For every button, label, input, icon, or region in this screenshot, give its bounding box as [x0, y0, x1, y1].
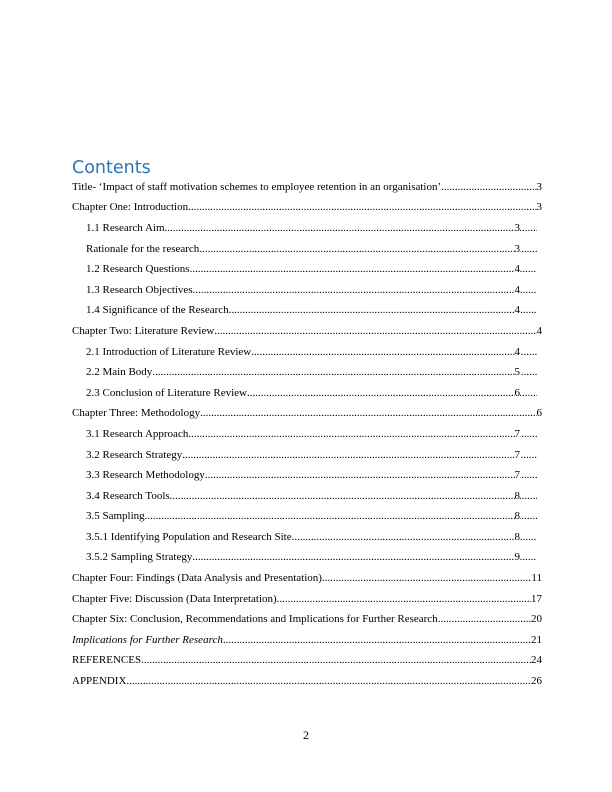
toc-entry-label: 1.3 Research Objectives — [86, 283, 193, 296]
toc-entry[interactable] — [72, 548, 542, 569]
toc-entry-label: 2.2 Main Body — [86, 366, 153, 379]
toc-entry[interactable] — [72, 239, 542, 260]
toc-entry-page-number: 21 — [531, 633, 542, 646]
toc-entry-page-number: 8 — [514, 510, 520, 523]
toc-entry-page-number: 5 — [514, 366, 520, 379]
toc-entry[interactable] — [72, 651, 542, 672]
toc-entry-label: 3.5.2 Sampling Strategy — [86, 551, 193, 564]
toc-dot-leader — [223, 634, 531, 647]
toc-entry[interactable] — [72, 507, 542, 528]
toc-dot-leader — [193, 284, 537, 297]
toc-dot-leader — [141, 654, 531, 667]
toc-entry[interactable] — [72, 630, 542, 651]
toc-heading: Contents — [72, 158, 151, 178]
toc-dot-leader — [441, 181, 536, 194]
toc-dot-leader — [292, 531, 537, 544]
toc-entry[interactable] — [72, 383, 542, 404]
toc-entry-page-number: 8 — [514, 530, 520, 543]
toc-entry[interactable] — [72, 218, 542, 239]
toc-entry-label: 3.4 Research Tools — [86, 489, 170, 502]
toc-entry-page-number: 4 — [536, 324, 542, 337]
toc-entry-page-number: 6 — [536, 407, 542, 420]
toc-entry[interactable] — [72, 362, 542, 383]
toc-entry[interactable] — [72, 198, 542, 219]
toc-dot-leader — [214, 325, 536, 338]
toc-entry-page-number: 3 — [514, 242, 520, 255]
toc-dot-leader — [192, 551, 536, 564]
toc-dot-leader — [277, 593, 531, 606]
toc-dot-leader — [205, 469, 537, 482]
toc-entry[interactable] — [72, 445, 542, 466]
toc-entry-label: 1.2 Research Questions — [86, 263, 190, 276]
toc-entry-page-number: 24 — [531, 654, 542, 667]
toc-entry-page-number: 4 — [514, 263, 520, 276]
toc-dot-leader — [247, 387, 537, 400]
toc-entry[interactable] — [72, 424, 542, 445]
toc-entry-page-number: 9 — [514, 551, 520, 564]
toc-entry-page-number: 3 — [514, 221, 520, 234]
toc-entry[interactable] — [72, 486, 542, 507]
toc-dot-leader — [152, 366, 536, 379]
toc-entry-page-number: 7 — [514, 469, 520, 482]
toc-dot-leader — [170, 490, 537, 503]
toc-entry-label: 1.1 Research Aim — [86, 221, 165, 234]
toc-entry-label: REFERENCES — [72, 654, 142, 667]
toc-dot-leader — [199, 243, 536, 256]
toc-entry[interactable] — [72, 301, 542, 322]
toc-entry-page-number: 4 — [514, 304, 520, 317]
toc-entry[interactable] — [72, 589, 542, 610]
toc-entry[interactable] — [72, 404, 542, 425]
toc-entry-page-number: 4 — [514, 283, 520, 296]
toc-dot-leader — [188, 201, 536, 214]
toc-entry[interactable] — [72, 280, 542, 301]
toc-entry-page-number: 17 — [531, 592, 542, 605]
toc-dot-leader — [200, 407, 536, 420]
toc-entry-page-number: 3 — [536, 201, 542, 214]
toc-entry[interactable] — [72, 321, 542, 342]
toc-entry[interactable] — [72, 609, 542, 630]
toc-entry[interactable] — [72, 177, 542, 198]
toc-entry-label: Chapter One: Introduction — [72, 201, 189, 214]
toc-entry-label: 3.5.1 Identifying Population and Research Site — [86, 530, 292, 543]
table-of-contents — [72, 177, 542, 692]
toc-entry-label: Title- ‘Impact of staff motivation schemes to employee retention in an organisation’ — [72, 180, 442, 193]
toc-entry-label: Chapter Five: Discussion (Data Interpretation) — [72, 592, 277, 605]
toc-dot-leader — [126, 675, 531, 688]
toc-entry-label: Chapter Two: Literature Review — [72, 324, 215, 337]
toc-entry-label: Rationale for the research — [86, 242, 200, 255]
toc-dot-leader — [145, 510, 537, 523]
toc-entry-page-number: 26 — [531, 675, 542, 688]
toc-entry[interactable] — [72, 342, 542, 363]
toc-entry-page-number: 20 — [531, 613, 542, 626]
toc-entry-label: 1.4 Significance of the Research — [86, 304, 229, 317]
toc-entry-label: Implications for Further Research — [72, 633, 223, 646]
toc-entry[interactable] — [72, 568, 542, 589]
toc-entry-page-number: 8 — [514, 489, 520, 502]
toc-dot-leader — [182, 449, 536, 462]
toc-entry-label: Chapter Three: Methodology — [72, 407, 201, 420]
toc-entry-label: 2.1 Introduction of Literature Review — [86, 345, 252, 358]
toc-entry[interactable] — [72, 671, 542, 692]
toc-entry-page-number: 6 — [514, 386, 520, 399]
toc-entry[interactable] — [72, 259, 542, 280]
toc-dot-leader — [190, 263, 537, 276]
toc-dot-leader — [322, 572, 531, 585]
toc-dot-leader — [438, 613, 531, 626]
toc-entry-label: 3.1 Research Approach — [86, 427, 189, 440]
toc-entry-label: Chapter Four: Findings (Data Analysis and Presentation) — [72, 572, 322, 585]
toc-entry-page-number: 7 — [514, 427, 520, 440]
toc-dot-leader — [188, 428, 536, 441]
toc-entry[interactable] — [72, 527, 542, 548]
toc-entry-label: 3.5 Sampling — [86, 510, 145, 523]
toc-entry-page-number: 3 — [536, 180, 542, 193]
toc-dot-leader — [165, 222, 537, 235]
page-number: 2 — [303, 728, 309, 742]
toc-entry-label: 3.2 Research Strategy — [86, 448, 183, 461]
toc-entry-label: 2.3 Conclusion of Literature Review — [86, 386, 247, 399]
toc-entry-label: 3.3 Research Methodology — [86, 469, 205, 482]
toc-entry-label: APPENDIX — [72, 675, 127, 688]
toc-entry-page-number: 4 — [514, 345, 520, 358]
toc-dot-leader — [251, 346, 536, 359]
toc-dot-leader — [229, 304, 537, 317]
toc-entry-page-number: 7 — [514, 448, 520, 461]
toc-entry-label: Chapter Six: Conclusion, Recommendations and Implications for Further Research — [72, 613, 438, 626]
toc-entry[interactable] — [72, 465, 542, 486]
toc-entry-page-number: 11 — [531, 572, 542, 585]
